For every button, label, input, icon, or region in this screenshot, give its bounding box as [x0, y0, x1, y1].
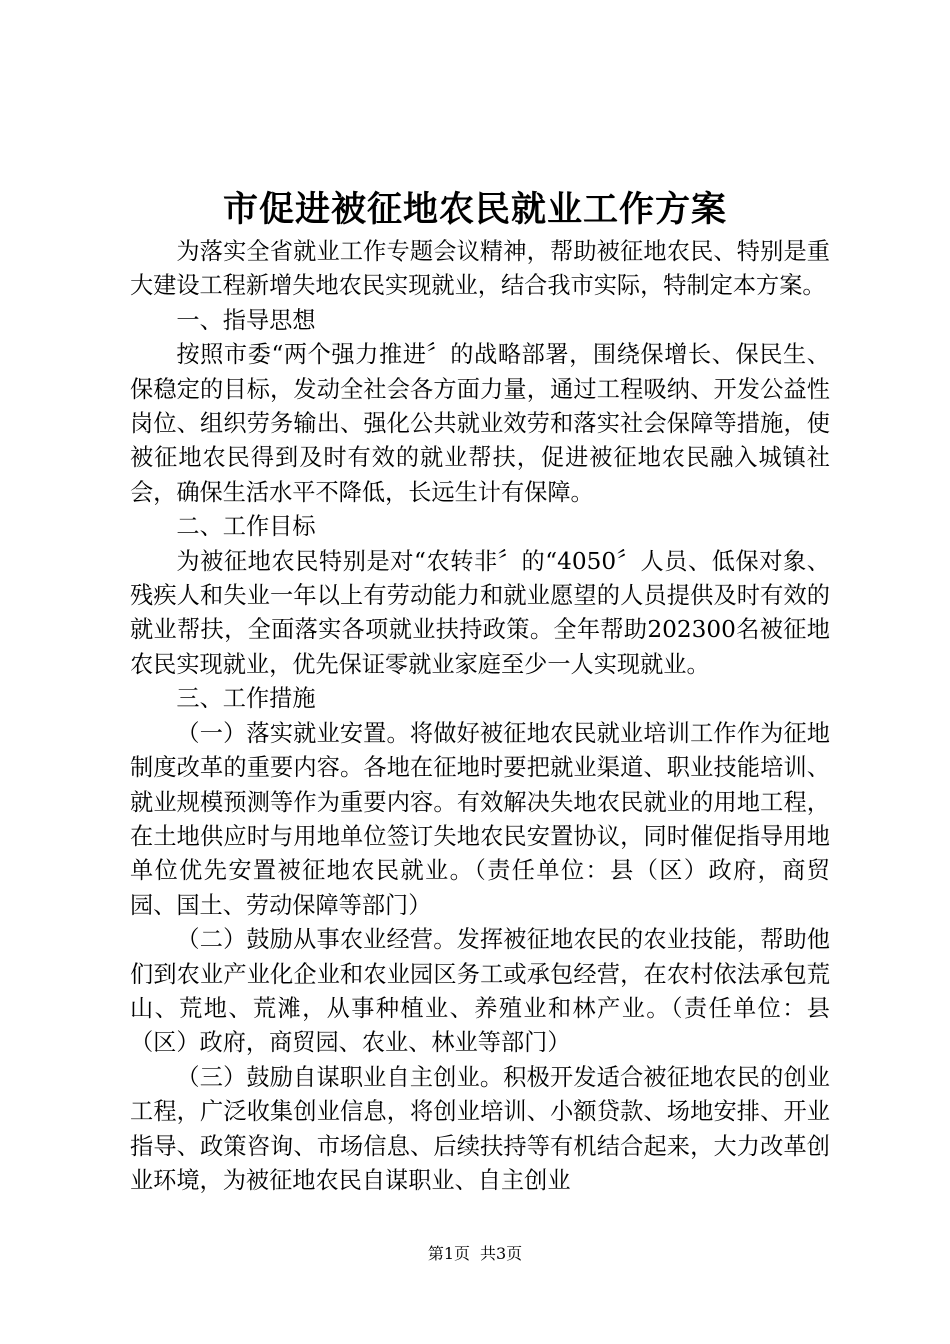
- document-title: 市促进被征地农民就业工作方案: [222, 189, 727, 230]
- section-heading-work-goals: 二、工作目标: [176, 513, 316, 541]
- work-goals-paragraph: 为被征地农民特别是对“农转非〞的“4050〞人员、低保对象、残疾人和失业一年以上有劳动能力和就业愿望的人员提供及时有效的就业帮扶，全面落实各项就业扶持政策。全年帮助202300名被征地农民实现就业，优先保证零就业家庭至少一人实现就业。: [130, 547, 830, 678]
- intro-paragraph: 为落实全省就业工作专题会议精神，帮助被征地农民、特别是重大建设工程新增失地农民实现就业，结合我市实际，特制定本方案。: [130, 238, 830, 300]
- guiding-thought-paragraph: 按照市委“两个强力推进〞的战略部署，围绕保增长、保民生、保稳定的目标，发动全社会各方面力量，通过工程吸纳、开发公益性岗位、组织劳务输出、强化公共就业效劳和落实社会保障等措施，使被征地农民得到及时有效的就业帮扶，促进被征地农民融入城镇社会，确保生活水平不降低，长远生计有保障。: [130, 341, 830, 506]
- section-heading-guiding-thought: 一、指导思想: [176, 306, 316, 334]
- document-body: [130, 235, 830, 1198]
- measure-2-paragraph: （二）鼓励从事农业经营。发挥被征地农民的农业技能，帮助他们到农业产业化企业和农业园区务工或承包经营，在农村依法承包荒山、荒地、荒滩，从事种植业、养殖业和林产业。（责任单位：县（区）政府，商贸园、农业、林业等部门）: [130, 926, 830, 1057]
- page-total: 共3页: [480, 1244, 523, 1263]
- measure-3-paragraph: （三）鼓励自谋职业自主创业。积极开发适合被征地农民的创业工程，广泛收集创业信息，将创业培训、小额贷款、场地安排、开业指导、政策咨询、市场信息、后续扶持等有机结合起来，大力改革创业环境，为被征地农民自谋职业、自主创业: [130, 1063, 830, 1194]
- page-footer: [0, 1243, 950, 1265]
- page-number: 第1页: [427, 1244, 470, 1263]
- measure-1-paragraph: （一）落实就业安置。将做好被征地农民就业培训工作作为征地制度改革的重要内容。各地在征地时要把就业渠道、职业技能培训、就业规模预测等作为重要内容。有效解决失地农民就业的用地工程，在土地供应时与用地单位签订失地农民安置协议，同时催促指导用地单位优先安置被征地农民就业。（责任单位：县（区）政府，商贸园、国土、劳动保障等部门）: [130, 719, 830, 919]
- section-heading-work-measures: 三、工作措施: [176, 685, 316, 713]
